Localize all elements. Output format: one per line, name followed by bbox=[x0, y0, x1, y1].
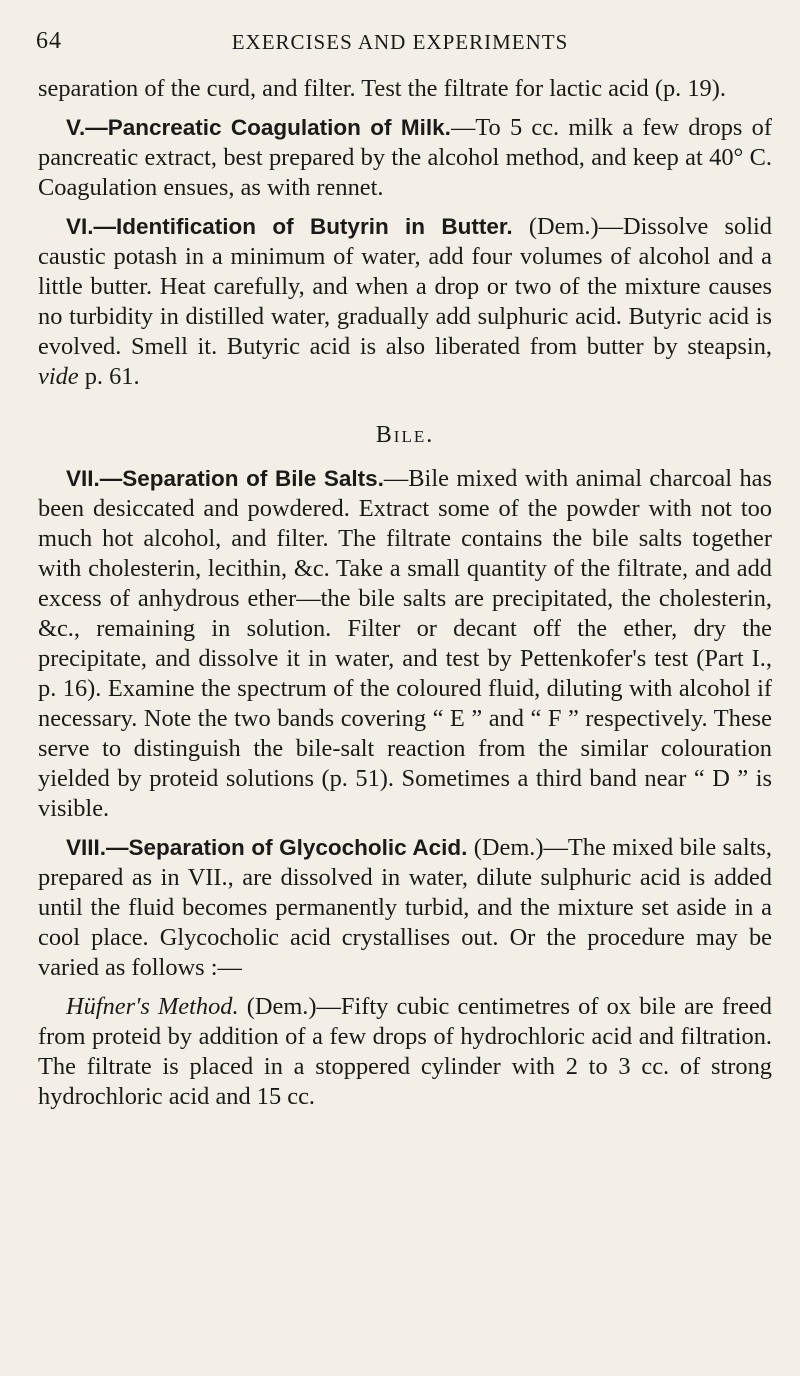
paragraph-vi bbox=[38, 212, 772, 392]
body-text bbox=[38, 74, 772, 1121]
experiment-heading: VII.—Separation of Bile Salts. bbox=[66, 466, 384, 491]
paragraph-text: separation of the curd, and filter. Test the filtrate for lactic acid (p. 19). bbox=[38, 75, 726, 102]
section-heading-bile: Bile. bbox=[375, 422, 435, 448]
page-number: 64 bbox=[36, 28, 62, 54]
vide-italic: vide bbox=[38, 363, 79, 390]
paragraph-text: —Bile mixed with animal charcoal has been desiccated and powdered. Extract some of the powder with not too much hot alcohol, and filter. The filtrate contains the bile salts together with cholesterin, lecithin, &c. Take a small quantity of the filtrate, and add excess of anhydrous ether—the bile salts are precipitated, the cholesterin, &c., remaining in solution. Filter or decant off the ether, dry the precipitate, and dissolve it in water, and test by Pettenkofer's test (Part I., p. 16). Examine the spectrum of the coloured fluid, diluting with alcohol if necessary. Note the two bands covering “ E ” and “ F ” respectively. These serve to distinguish the bile-salt reaction from the similar colouration yielded by proteid solutions (p. 51). Sometimes a third band near “ D ” is visible. bbox=[38, 465, 772, 822]
experiment-heading: VIII.—Separation of Glycocholic Acid. bbox=[66, 835, 468, 860]
paragraph-continuation bbox=[38, 74, 772, 104]
paragraph-text: (Dem.)—Dissolve solid caustic potash in a minimum of water, add four volumes of alcohol and a little butter. Heat carefully, and when a drop or two of the mixture causes no turbidity in distilled water, gradually add sulphuric acid. Butyric acid is evolved. Smell it. Butyric acid is also liberated from butter by steapsin, bbox=[38, 213, 772, 360]
experiment-heading: V.—Pancreatic Coagulation of Milk. bbox=[66, 115, 451, 140]
paragraph-text: (Dem.)—Fifty cubic centimetres of ox bile are freed from proteid by addition of a few drops of hydrochloric acid and filtration. The filtrate is placed in a stoppered cylinder with 2 to 3 cc. of strong hydrochloric acid and 15 cc. bbox=[38, 993, 772, 1110]
paragraph-text: —To 5 cc. milk a few drops of pancreatic extract, best prepared by the alcohol method, and keep at 40° C. Coagulation ensues, as with rennet. bbox=[38, 114, 772, 201]
running-head bbox=[36, 28, 764, 64]
experiment-heading: VI.—Identification of Butyrin in Butter. bbox=[66, 214, 513, 239]
paragraph-vii bbox=[38, 464, 772, 824]
paragraph-hufner bbox=[38, 992, 772, 1112]
paragraph-viii bbox=[38, 833, 772, 983]
method-heading: Hüfner's Method. bbox=[66, 993, 239, 1020]
paragraph-v bbox=[38, 113, 772, 203]
paragraph-text: (Dem.)—The mixed bile salts, prepared as in VII., are dissolved in water, dilute sulphuric acid is added until the fluid becomes permanently turbid, and the mixture set aside in a cool place. Glycocholic acid crystallises out. Or the procedure may be varied as follows :— bbox=[38, 834, 772, 981]
running-title: EXERCISES AND EXPERIMENTS bbox=[231, 30, 569, 54]
paragraph-text: p. 61. bbox=[78, 363, 140, 390]
